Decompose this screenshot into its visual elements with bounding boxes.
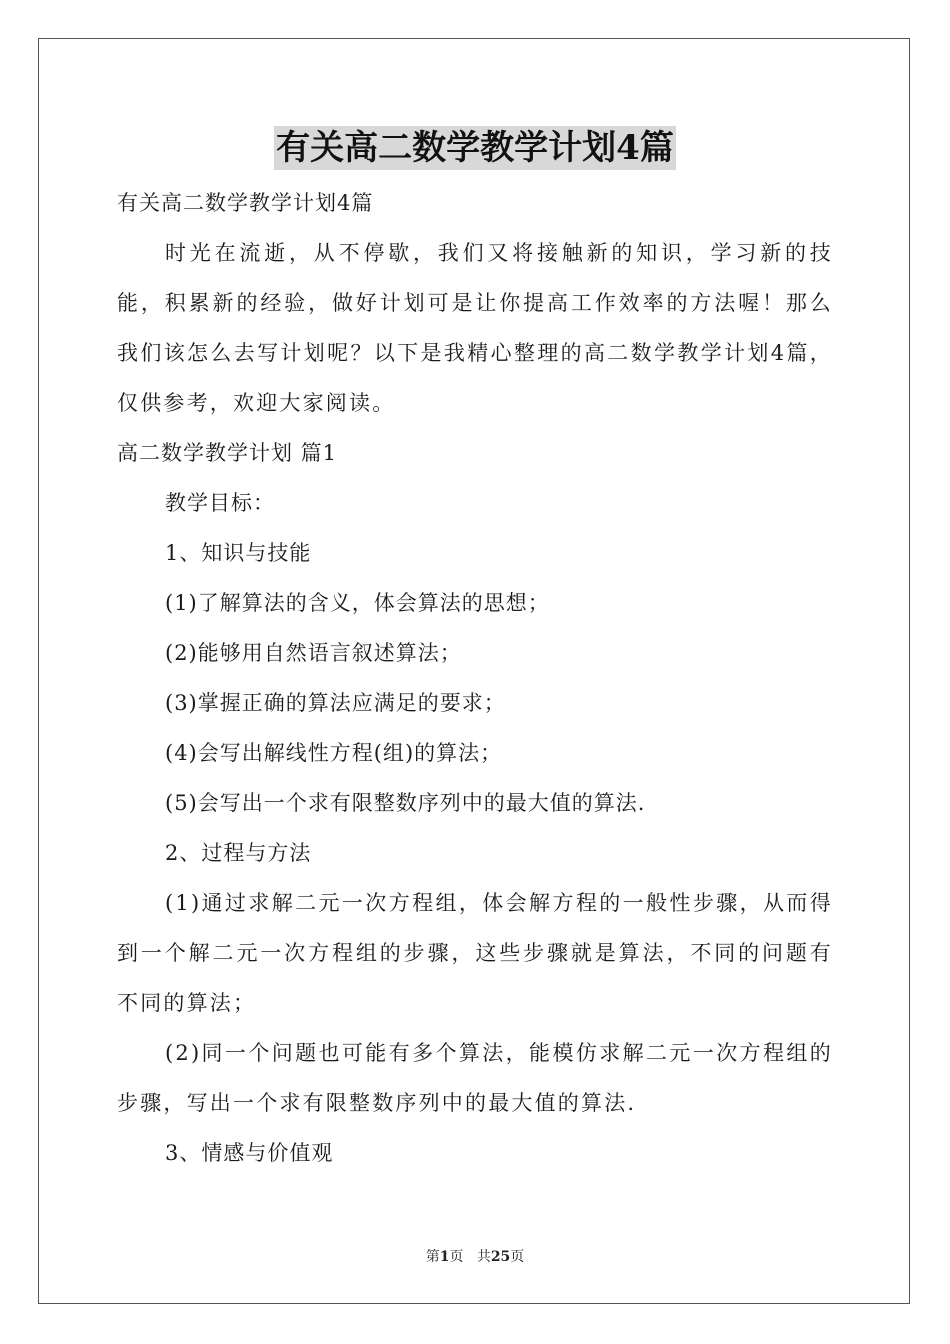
page-footer <box>0 1246 950 1266</box>
section-heading: 高二数学教学计划 篇1 <box>117 441 338 465</box>
goal1-item: (3)掌握正确的算法应满足的要求； <box>165 691 506 715</box>
footer-total-pages: 25 <box>490 1249 511 1265</box>
goal1-heading: 1、知识与技能 <box>165 541 312 565</box>
goal1-item: (1)了解算法的含义，体会算法的思想； <box>165 591 550 615</box>
goal2-heading: 2、过程与方法 <box>165 841 312 865</box>
footer-page-prefix: 第 <box>425 1249 440 1265</box>
footer-total-suffix: 页 <box>510 1249 525 1265</box>
goal3-heading: 3、情感与价值观 <box>165 1141 334 1165</box>
footer-page-number: 1 <box>439 1249 450 1265</box>
goal1-item: (5)会写出一个求有限整数序列中的最大值的算法. <box>165 791 646 815</box>
footer-total-prefix: 共 <box>476 1249 491 1265</box>
goals-label: 教学目标： <box>165 491 275 515</box>
title-container <box>0 126 950 170</box>
document-body <box>117 178 833 1178</box>
intro-paragraph: 时光在流逝，从不停歇，我们又将接触新的知识，学习新的技能，积累新的经验，做好计划可是让你提高工作效率的方法喔！那么我们该怎么去写计划呢？以下是我精心整理的高二数学教学计划4篇，仅供参考，欢迎大家阅读。 <box>117 241 833 415</box>
footer-page-suffix: 页 <box>449 1249 464 1265</box>
goal2-item: (1)通过求解二元一次方程组，体会解方程的一般性步骤，从而得到一个解二元一次方程组的步骤，这些步骤就是算法，不同的问题有不同的算法； <box>117 891 833 1015</box>
goal2-item: (2)同一个问题也可能有多个算法，能模仿求解二元一次方程组的步骤，写出一个求有限整数序列中的最大值的算法. <box>117 1041 833 1115</box>
document-title: 有关高二数学教学计划4篇 <box>276 128 674 168</box>
goal1-item: (2)能够用自然语言叙述算法； <box>165 641 462 665</box>
document-subtitle: 有关高二数学教学计划4篇 <box>117 191 374 215</box>
goal1-item: (4)会写出解线性方程(组)的算法； <box>165 741 503 765</box>
